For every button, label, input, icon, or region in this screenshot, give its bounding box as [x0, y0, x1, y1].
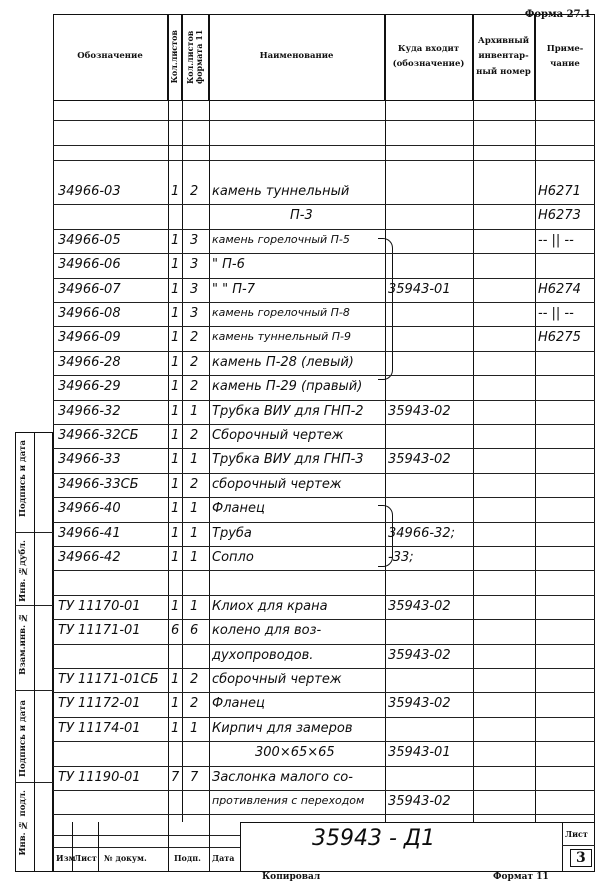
row-line [53, 619, 595, 620]
row-name: Кирпич для замеров [212, 720, 353, 736]
header-note: Приме-чание [546, 43, 584, 69]
row-designation: ТУ 11172-01 [58, 696, 141, 712]
row-sheets: 1 [171, 257, 180, 273]
table-frame [53, 14, 595, 872]
row-line [53, 668, 595, 669]
row-format-sheets: 2 [190, 354, 199, 370]
row-sheets: 1 [171, 501, 180, 517]
side-label-dup-inv: Инв. №дубл. [18, 540, 28, 602]
row-line [53, 692, 595, 693]
stamp-sheet-divider [562, 822, 563, 872]
row-designation: 34966-41 [58, 525, 121, 541]
row-name: " " П-7 [212, 281, 255, 297]
stamp-list: Лист [74, 853, 97, 863]
row-line [53, 351, 595, 352]
header-sheets-count: Кол.листов [168, 14, 182, 100]
column-line [535, 14, 536, 822]
row-designation: 34966-03 [58, 184, 121, 199]
row-format-sheets: 6 [190, 623, 199, 639]
row-designation: 34966-32 [58, 403, 121, 419]
stamp-bottom-row-line-2 [53, 835, 240, 836]
stamp-designation: 35943 - Д1 [312, 826, 436, 851]
column-line [168, 14, 169, 822]
header-format-sheets: Кол.листов формата 11 [182, 14, 209, 100]
row-format-sheets: 3 [190, 281, 199, 297]
side-inner-line [34, 432, 35, 872]
row-designation: ТУ 11174-01 [58, 720, 141, 736]
row-designation: 34966-42 [58, 550, 121, 565]
row-line [53, 400, 595, 401]
row-name: Заслонка малого со- [212, 769, 353, 785]
row-note: H6271 [538, 184, 581, 199]
row-sheets: 1 [171, 403, 180, 419]
row-line [53, 204, 595, 205]
row-line [53, 595, 595, 596]
row-designation: 34966-05 [58, 232, 121, 248]
row-format-sheets: 1 [190, 525, 199, 541]
row-sheets: 1 [171, 672, 180, 687]
row-format-sheets: 3 [190, 257, 199, 273]
row-designation: ТУ 11170-01 [58, 598, 141, 614]
header-where-used: Куда входит (обозначение) [385, 14, 473, 100]
stamp-doc: № докум. [104, 853, 147, 863]
row-sheets: 1 [171, 232, 180, 248]
row-format-sheets: 2 [190, 184, 199, 199]
row-where-used: 35943-02 [388, 598, 451, 614]
row-name: противления с переходом [212, 794, 365, 807]
stamp-podp: Подп. [174, 853, 201, 863]
row-line [53, 278, 595, 279]
row-name: Сопло [212, 550, 254, 565]
row-name: Трубка ВИУ для ГНП-2 [212, 403, 364, 419]
row-name: камень горелочный П-8 [212, 306, 350, 319]
row-format-sheets: 1 [190, 598, 199, 614]
stamp-col [168, 822, 169, 872]
row-note: -- || -- [538, 306, 574, 321]
stamp-top-line [240, 822, 595, 823]
stamp-sheet-number: 3 [570, 849, 592, 867]
row-line [53, 253, 595, 254]
row-line [53, 424, 595, 425]
row-format-sheets: 2 [190, 476, 199, 492]
row-sheets: 1 [171, 184, 180, 199]
row-line [53, 717, 595, 718]
row-name: сборочный чертеж [212, 476, 342, 492]
row-designation: 34966-09 [58, 330, 121, 346]
row-name: Фланец [212, 696, 265, 712]
row-name: " П-6 [212, 257, 245, 273]
row-designation: 34966-32СБ [58, 428, 139, 443]
column-line [209, 14, 210, 822]
row-line [53, 741, 595, 742]
side-label-orig-inv: Инв. № подл. [18, 790, 28, 856]
stamp-izm: Изм [56, 853, 76, 863]
row-line [53, 790, 595, 791]
row-sheets: 1 [171, 696, 180, 712]
row-format-sheets: 2 [190, 696, 199, 712]
row-format-sheets: 2 [190, 379, 199, 395]
stamp-col [209, 822, 210, 872]
row-name: сборочный чертеж [212, 672, 342, 687]
header-designation: Обозначение [53, 14, 168, 100]
row-sheets: 1 [171, 428, 180, 443]
row-line [53, 644, 595, 645]
stamp-bottom-row-line [53, 847, 240, 848]
row-name: 300×65×65 [255, 745, 335, 761]
row-note: H6275 [538, 330, 581, 346]
row-name: П-3 [290, 208, 313, 224]
row-format-sheets: 1 [190, 550, 199, 565]
footer-copied: Копировал [262, 872, 321, 882]
row-note: H6273 [538, 208, 581, 224]
row-designation: 34966-08 [58, 306, 121, 321]
row-where-used: 35943-01 [388, 745, 451, 761]
stamp-col [72, 822, 73, 872]
column-line [473, 14, 474, 822]
row-sheets: 1 [171, 330, 180, 346]
header-name: Наименование [209, 14, 385, 100]
row-line [53, 375, 595, 376]
row-name: камень туннельный П-9 [212, 330, 351, 344]
row-line [53, 546, 595, 547]
footer-format: Формат 11 [493, 872, 549, 882]
row-designation: 34966-33 [58, 452, 121, 468]
row-name: духопроводов. [212, 647, 314, 663]
row-sheets: 1 [171, 452, 180, 468]
side-label-replace-inv: Взам.инв. № [18, 612, 28, 675]
row-format-sheets: 7 [190, 769, 199, 785]
header-bottom-line [53, 100, 595, 101]
row-line [53, 570, 595, 571]
row-format-sheets: 1 [190, 501, 199, 517]
row-line [53, 814, 595, 815]
row-sheets: 1 [171, 281, 180, 297]
row-format-sheets: 3 [190, 232, 199, 248]
row-designation: ТУ 11190-01 [58, 769, 141, 785]
row-name: Трубка ВИУ для ГНП-3 [212, 452, 364, 468]
row-line [53, 326, 595, 327]
row-format-sheets: 1 [190, 720, 199, 736]
row-format-sheets: 2 [190, 672, 199, 687]
row-designation: 34966-06 [58, 257, 121, 273]
stamp-left-border [240, 822, 241, 872]
row-line [53, 302, 595, 303]
row-name: Клиох для крана [212, 598, 328, 614]
row-designation: 34966-29 [58, 379, 121, 395]
row-sheets: 1 [171, 525, 180, 541]
stamp-sheet-label: Лист [565, 829, 588, 839]
blank-row-line [53, 160, 595, 161]
row-sheets: 1 [171, 550, 180, 565]
blank-row-line [53, 145, 595, 146]
row-name: камень горелочный П-5 [212, 232, 350, 246]
row-line [53, 448, 595, 449]
row-name: Фланец [212, 501, 265, 517]
row-name: колено для воз- [212, 623, 322, 639]
row-designation: 34966-07 [58, 281, 121, 297]
form-label: Форма 27.1 [524, 9, 591, 20]
row-where-used: -33; [388, 550, 414, 565]
row-line [53, 522, 595, 523]
stamp-sheet-mid [562, 845, 595, 846]
row-where-used: 34966-32; [388, 525, 455, 541]
column-line [385, 14, 386, 822]
row-sheets: 1 [171, 720, 180, 736]
row-sheets: 7 [171, 769, 180, 785]
row-format-sheets: 1 [190, 452, 199, 468]
row-format-sheets: 2 [190, 330, 199, 346]
row-where-used: 35943-01 [388, 281, 451, 297]
stamp-data: Дата [212, 853, 235, 863]
row-sheets: 1 [171, 476, 180, 492]
row-line [53, 766, 595, 767]
row-format-sheets: 2 [190, 428, 199, 443]
row-sheets: 1 [171, 379, 180, 395]
row-designation: 34966-28 [58, 354, 121, 370]
blank-row-line [53, 120, 595, 121]
header-archive: Архивный инвентар-ный номер [473, 14, 535, 100]
row-line [53, 497, 595, 498]
row-designation: ТУ 11171-01СБ [58, 672, 159, 687]
row-note: -- || -- [538, 232, 574, 248]
row-sheets: 1 [171, 354, 180, 370]
row-designation: 34966-33СБ [58, 476, 139, 492]
row-where-used: 35943-02 [388, 696, 451, 712]
stamp-col [98, 822, 99, 872]
row-name: Труба [212, 525, 252, 541]
row-format-sheets: 1 [190, 403, 199, 419]
column-line [182, 14, 183, 822]
row-sheets: 6 [171, 623, 180, 639]
row-name: Сборочный чертеж [212, 428, 344, 443]
row-where-used: 35943-02 [388, 452, 451, 468]
row-note: H6274 [538, 281, 581, 297]
row-name: камень П-28 (левый) [212, 354, 354, 370]
row-name: камень туннельный [212, 184, 350, 199]
row-where-used: 35943-02 [388, 794, 451, 809]
row-designation: ТУ 11171-01 [58, 623, 141, 639]
row-format-sheets: 3 [190, 306, 199, 321]
row-where-used: 35943-02 [388, 403, 451, 419]
row-sheets: 1 [171, 306, 180, 321]
row-line [53, 473, 595, 474]
row-where-used: 35943-02 [388, 647, 451, 663]
side-label-sign-date-2: Подпись и дата [18, 700, 28, 778]
row-line [53, 229, 595, 230]
side-label-sign-date-1: Подпись и дата [18, 440, 28, 518]
row-name: камень П-29 (правый) [212, 379, 363, 395]
row-sheets: 1 [171, 598, 180, 614]
row-designation: 34966-40 [58, 501, 121, 517]
